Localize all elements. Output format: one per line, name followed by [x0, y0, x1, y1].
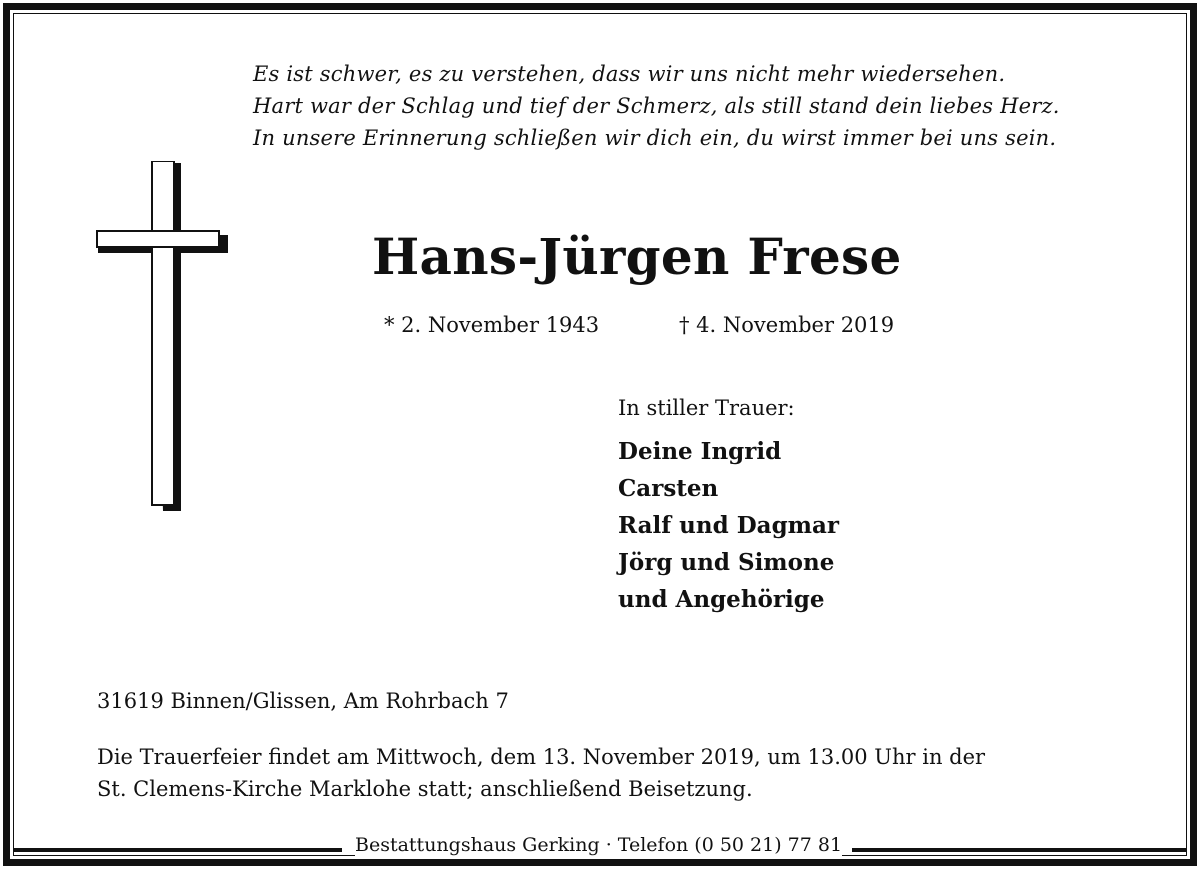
service-line: Die Trauerfeier findet am Mittwoch, dem 13. November 2019, um 13.00 Uhr in der	[97, 745, 986, 769]
cross-icon	[96, 161, 230, 513]
mourning-label: In stiller Trauer:	[618, 396, 795, 420]
mourner-name: Deine Ingrid	[618, 438, 782, 465]
mourner-name: Ralf und Dagmar	[618, 512, 840, 539]
verse-line: In unsere Erinnerung schließen wir dich ein, du wirst immer bei uns sein.	[253, 126, 1057, 150]
mourner-name: Jörg und Simone	[618, 549, 835, 576]
footer-rule-right	[852, 848, 1186, 852]
mourners-list	[618, 433, 839, 618]
funeral-home-contact: Bestattungshaus Gerking · Telefon (0 50 21) 77 81	[355, 834, 843, 856]
memorial-verse	[253, 58, 1060, 154]
family-address: 31619 Binnen/Glissen, Am Rohrbach 7	[97, 689, 509, 713]
birth-date: * 2. November 1943	[384, 313, 600, 337]
verse-line: Es ist schwer, es zu verstehen, dass wir uns nicht mehr wiedersehen.	[253, 62, 1006, 86]
footer-rule-left	[14, 848, 342, 852]
death-date: † 4. November 2019	[679, 313, 895, 337]
service-line: St. Clemens-Kirche Marklohe statt; anschließend Beisetzung.	[97, 777, 753, 801]
mourner-name: Carsten	[618, 475, 719, 502]
service-notice	[97, 741, 985, 805]
deceased-name: Hans-Jürgen Frese	[372, 227, 902, 286]
verse-line: Hart war der Schlag und tief der Schmerz, als still stand dein liebes Herz.	[253, 94, 1060, 118]
mourner-name: und Angehörige	[618, 586, 825, 613]
